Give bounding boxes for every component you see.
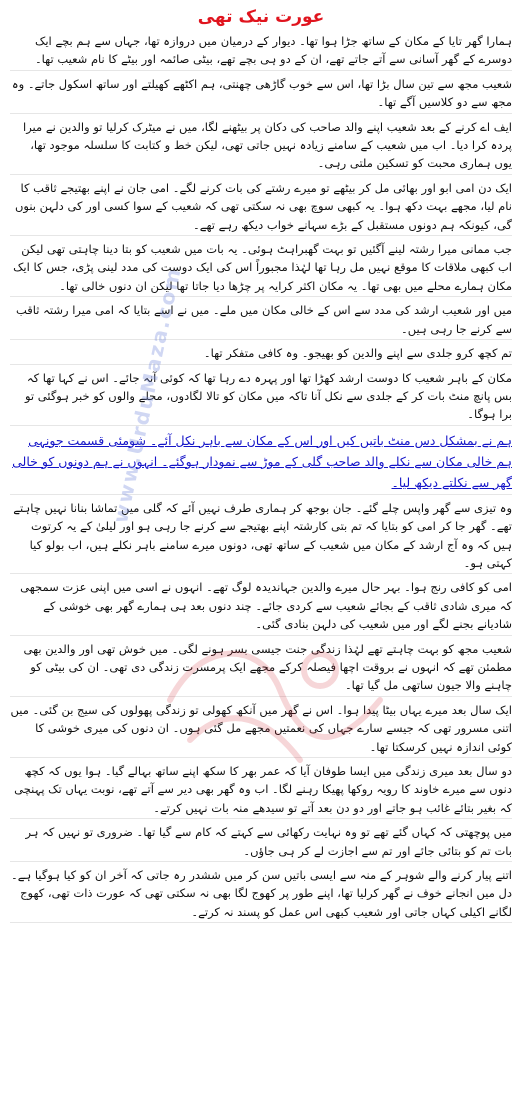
paragraph-1: ہمارا گھر تایا کے مکان کے ساتھ جڑا ہوا تھا۔ دیوار کے درمیان میں دروازہ تھا، جہاں سے ہم بچے ایک دوسرے کے گھر آسانی سے آتے جاتے تھے، ان کے دو ہی بچے تھے، بیٹی صائمہ اور بیٹے کا نام شعیب تھا۔ [10, 32, 512, 71]
paragraph-3: ایف اے کرنے کے بعد شعیب اپنے والد صاحب کی دکان پر بیٹھنے لگا، میں نے میٹرک کرلیا تو والدین نے میرا پردہ کرا دیا۔ اب میں شعیب کے سامنے زیادہ نہیں جاتی تھی، لیکن خط و کتابت کا سلسلہ موجود تھا، یوں ہماری محبت کو تسکین ملتی رہی۔ [10, 118, 512, 175]
paragraph-13: ایک سال بعد میرے یہاں بیٹا پیدا ہوا۔ اس نے گھر میں آنکھ کھولی تو زندگی پھولوں کی سیج بن گئی۔ میں اتنی مسرور تھی کہ جیسے سارے جہاں کی نعمتیں مجھے مل گئی ہوں۔ ان دنوں کی میری خوشی کا کوئی اندازہ نہیں کرسکتا تھا۔ [10, 701, 512, 758]
paragraph-8: مکان کے باہر شعیب کا دوست ارشد کھڑا تھا اور پہرہ دے رہا تھا کہ کوئی آنہ جائے۔ اس نے کہا تھا کہ بس پانچ منٹ بات کر کے جلدی سے نکل آنا تاکہ میں مکان کو تالا لگادوں، محلے والوں کو خبر ہوگئی تو برا ہوگا۔ [10, 369, 512, 426]
watermark-url: www.UrduMaza.com [108, 264, 186, 525]
paragraph-12: شعیب مجھ کو بہت چاہتے تھے لہٰذا زندگی جنت جیسی بسر ہونے لگی۔ میں خوش تھی اور والدین بھی مطمئن تھے کہ انہوں نے بروقت اچھا فیصلہ کرکے مجھے ایک پرمسرت زندگی دی تھی۔ ان کی بیٹی کو چاہنے والا جیون ساتھی مل گیا تھا۔ [10, 640, 512, 697]
paragraph-14: دو سال بعد میری زندگی میں ایسا طوفان آیا کہ عمر بھر کا سکھ اپنے ساتھ بہالے گیا۔ ہوا یوں کہ کچھ دنوں سے میرے خاوند کا رویہ روکھا پھیکا رہنے لگا۔ اب وہ گھر بھی دیر سے آتے تھے، نوبت یہاں تک پہنچی کہ بغیر بتائے غائب ہو جاتے اور دو دن بعد آتے تو سیدھے منہ بات نہیں کرتے۔ [10, 762, 512, 819]
paragraph-15: میں پوچھتی کہ کہاں گئے تھے تو وہ نہایت رکھائی سے کہتے کہ کام سے گیا تھا۔ ضروری تو نہیں کہ ہر بات تم کو بتائی جائے اور تم سے اجازت لے کر ہی جاؤں۔ [10, 823, 512, 862]
paragraph-5: جب ممانی میرا رشتہ لینے آگئیں تو بہت گھبراہٹ ہوئی۔ یہ بات میں شعیب کو بتا دینا چاہتی تھی لیکن اب کبھی ملاقات کا موقع نہیں مل رہا تھا لہٰذا مجبوراً اس کی ایک دوست کی مدد لینی پڑی، جس کا ایک مکان ہمارے محلے میں بھی تھا۔ یہ مکان اکثر کرایہ پر چڑھا دیا جاتا تھا لیکن ان دنوں خالی تھا۔ [10, 240, 512, 297]
highlighted-paragraph: ہم نے بمشکل دس منٹ باتیں کیں اور اس کے مکان سے باہر نکل آئے۔ شومئی قسمت جونہی ہم خالی مکان سے نکلے والد صاحب گلی کے موڑ سے نمودار ہوگئے۔ انہوں نے ہم دونوں کو خالی گھر سے نکلتے دیکھ لیا۔ [10, 430, 512, 495]
paragraph-10: وہ تیزی سے گھر واپس چلے گئے۔ جان بوجھ کر ہماری طرف نہیں آئے کہ گلی میں تماشا بنانا نہیں چاہتے تھے۔ گھر جا کر امی کو بتایا کہ تم بتی کارشتہ اپنے بھتیجے سے کرنے جا رہی ہو اور لیلیٰ کے یہ کرتوت ہیں کہ وہ آج ارشد کے مکان میں شعیب کے ساتھ تھی، دونوں میرے سامنے باہر نکلے ہیں، اب بولو کیا کہتی ہو۔ [10, 499, 512, 575]
paragraph-16: اتنے پیار کرنے والے شوہر کے منہ سے ایسی باتیں سن کر میں ششدر رہ جاتی کہ آخر ان کو کیا ہوگیا ہے۔ دل میں انجانے خوف نے گھر کرلیا تھا، اپنے طور پر کھوج لگا بھی نہ سکتی تھی کہ عورت ذات تھی، کھوج لگانے اکیلی کہاں جاتی اور شعیب کبھی اس عمل کو پسند نہ کرتے۔ [10, 866, 512, 923]
paragraph-7: تم کچھ کرو جلدی سے اپنے والدین کو بھیجو۔ وہ کافی متفکر تھا۔ [10, 344, 512, 364]
paragraph-4: ایک دن امی ابو اور بھائی مل کر بیٹھے تو میرے رشتے کی بات کرنے لگے۔ امی جان نے اپنے بھتیجے ثاقب کا نام لیا، مجھے بہت دکھ ہوا۔ یہ کبھی سوچ بھی نہ سکتی تھی کہ شعیب کے سوا کسی اور کی دلہن بنوں گی، کیونکہ ہم دونوں مستقبل کے بڑے سہانے خواب دیکھ رہے تھے۔ [10, 179, 512, 236]
paragraph-11: امی کو کافی رنج ہوا۔ بہر حال میرے والدین جہاندیدہ لوگ تھے۔ انہوں نے اسی میں اپنی عزت سمجھی کہ میری شادی ثاقب کے بجائے شعیب سے کردی جائے۔ چند دنوں بعد ہی ہمارے گھر بھی خوشی کے شادیانے بجنے لگے اور میں شعیب کی دلہن بنادی گئی۔ [10, 578, 512, 635]
article-title: عورت نیک تھی [197, 7, 325, 27]
paragraph-6: میں اور شعیب ارشد کی مدد سے اس کے خالی مکان میں ملے۔ میں نے اسے بتایا کہ امی میرا رشتہ ثاقب سے کرنے جا رہی ہیں۔ [10, 301, 512, 340]
paragraph-2: شعیب مجھ سے تین سال بڑا تھا، اس سے خوب گاڑھی چھنتی، ہم اکٹھے کھیلتے اور ساتھ اسکول جاتے۔ وہ مجھ سے دو کلاسیں آگے تھا۔ [10, 75, 512, 114]
